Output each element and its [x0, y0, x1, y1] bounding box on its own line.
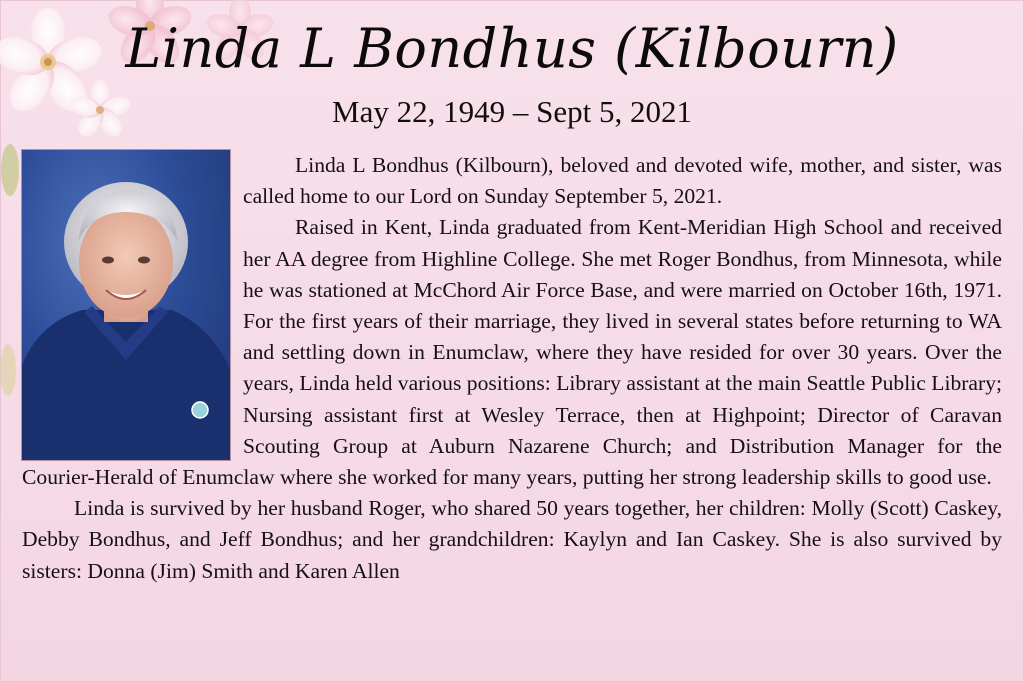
photo-spacer [22, 150, 243, 462]
paragraph-3: Linda is survived by her husband Roger, who shared 50 years together, her children: Molly (Scott) Caskey, Debby Bondhus, and Jeff Bondhus; and her grandchildren: Kaylyn and Ian Caskey. She is also survived by sisters: Donna (Jim) Smith and Karen Allen [22, 496, 1002, 583]
obituary-name: Linda L Bondhus (Kilbourn) [125, 17, 899, 80]
paragraph-2: Raised in Kent, Linda graduated from Kent-Meridian High School and received her AA degree from Highline College. She met Roger Bondhus, from Minnesota, while he was stationed at McChord Air Force Base, and were married on October 16th, 1971. For the first years of their marriage, they lived in several states before returning to WA and settling down in Enumclaw, where they have resided for over 30 years. Over the years, Linda held various positions: Library assistant at the main Seattle Public Library; Nursing assistant first at Wesley Terrace, then at Highpoint; Director of Caravan Scouting Group at Auburn Nazarene Church; and Distribution Manager for the Courier-Herald of Enumclaw where she worked for many years, putting her strong leadership skills to good use. [22, 215, 1002, 490]
obituary-body [22, 150, 1002, 587]
paragraph-1: Linda L Bondhus (Kilbourn), beloved and devoted wife, mother, and sister, was called home to our Lord on Sunday September 5, 2021. [243, 153, 1002, 209]
life-dates: May 22, 1949 – Sept 5, 2021 [332, 94, 692, 129]
